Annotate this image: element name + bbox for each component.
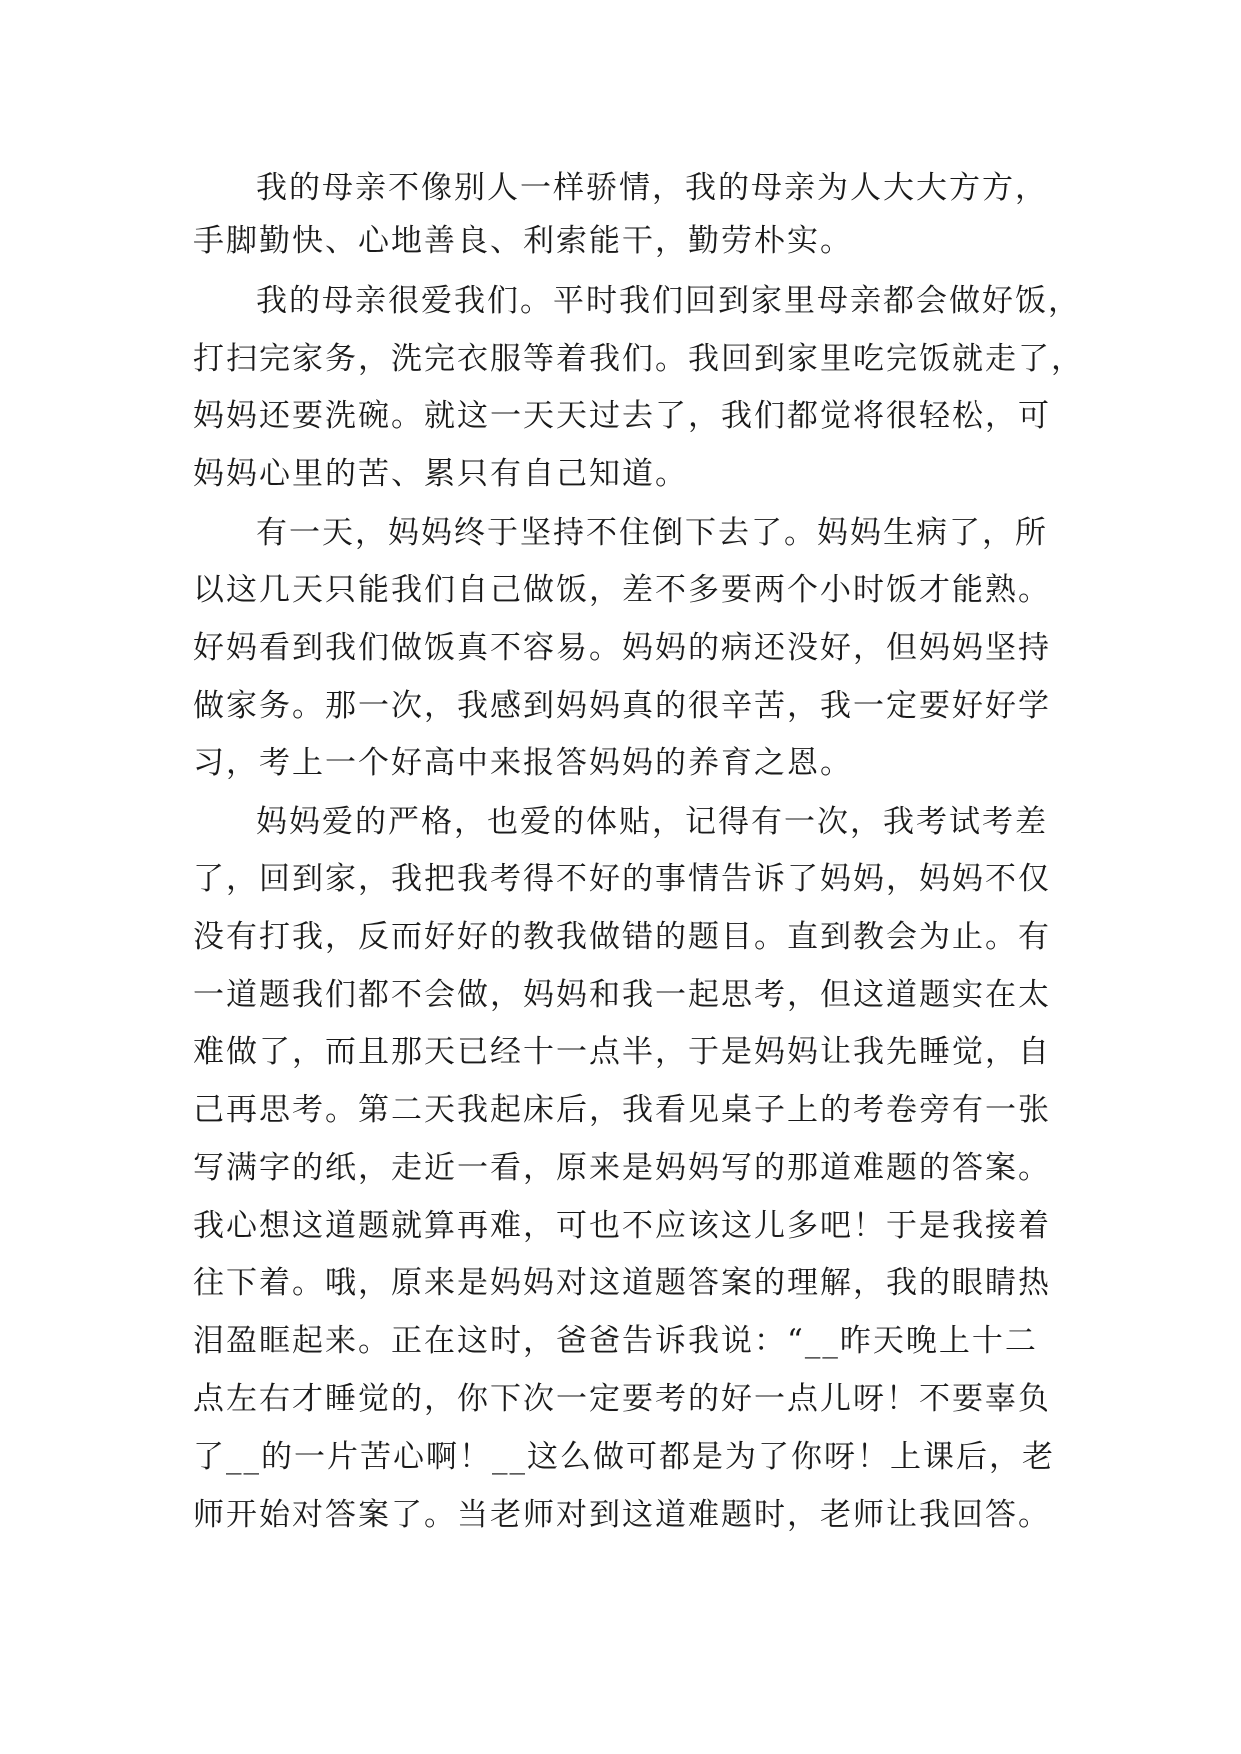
text-line: 妈妈爱的严格，也爱的体贴，记得有一次，我考试考差 [256,804,1048,840]
text-line: 师开始对答案了。当老师对到这道难题时，老师让我回答。 [193,1497,1051,1533]
text-line: 往下着。哦，原来是妈妈对这道题答案的理解，我的眼睛热 [193,1265,1051,1301]
text-line: 以这几天只能我们自己做饭，差不多要两个小时饭才能熟。 [193,572,1051,608]
text-line: 己再思考。第二天我起床后，我看见桌子上的考卷旁有一张 [193,1092,1051,1128]
text-line: 手脚勤快、心地善良、利索能干，勤劳朴实。 [193,223,853,259]
text-line: 写满字的纸，走近一看，原来是妈妈写的那道难题的答案。 [193,1150,1051,1186]
text-line: 妈妈心里的苦、累只有自己知道。 [193,456,688,492]
text-line: 我心想这道题就算再难，可也不应该这儿多吧！于是我接着 [193,1208,1051,1244]
text-line: 打扫完家务，洗完衣服等着我们。我回到家里吃完饭就走了， [193,341,1084,377]
text-line: 一道题我们都不会做，妈妈和我一起思考，但这道题实在太 [193,977,1051,1013]
text-line: 我的母亲不像别人一样骄情，我的母亲为人大大方方， [256,170,1048,206]
text-line: 难做了，而且那天已经十一点半，于是妈妈让我先睡觉，自 [193,1034,1051,1070]
text-line: 泪盈眶起来。正在这时，爸爸告诉我说：“__昨天晚上十二 [193,1323,1038,1359]
text-line: 做家务。那一次，我感到妈妈真的很辛苦，我一定要好好学 [193,688,1051,724]
text-line: 我的母亲很爱我们。平时我们回到家里母亲都会做好饭， [256,283,1081,319]
text-line: 有一天，妈妈终于坚持不住倒下去了。妈妈生病了，所 [256,515,1048,551]
text-line: 没有打我，反而好好的教我做错的题目。直到教会为止。有 [193,919,1051,955]
text-line: 好妈看到我们做饭真不容易。妈妈的病还没好，但妈妈坚持 [193,630,1051,666]
text-line: 了__的一片苦心啊！__这么做可都是为了你呀！上课后，老 [193,1439,1055,1475]
text-line: 习，考上一个好高中来报答妈妈的养育之恩。 [193,745,853,781]
text-line: 点左右才睡觉的，你下次一定要考的好一点儿呀！不要辜负 [193,1381,1051,1417]
text-line: 了，回到家，我把我考得不好的事情告诉了妈妈，妈妈不仅 [193,861,1051,897]
text-line: 妈妈还要洗碗。就这一天天过去了，我们都觉将很轻松，可 [193,398,1051,434]
